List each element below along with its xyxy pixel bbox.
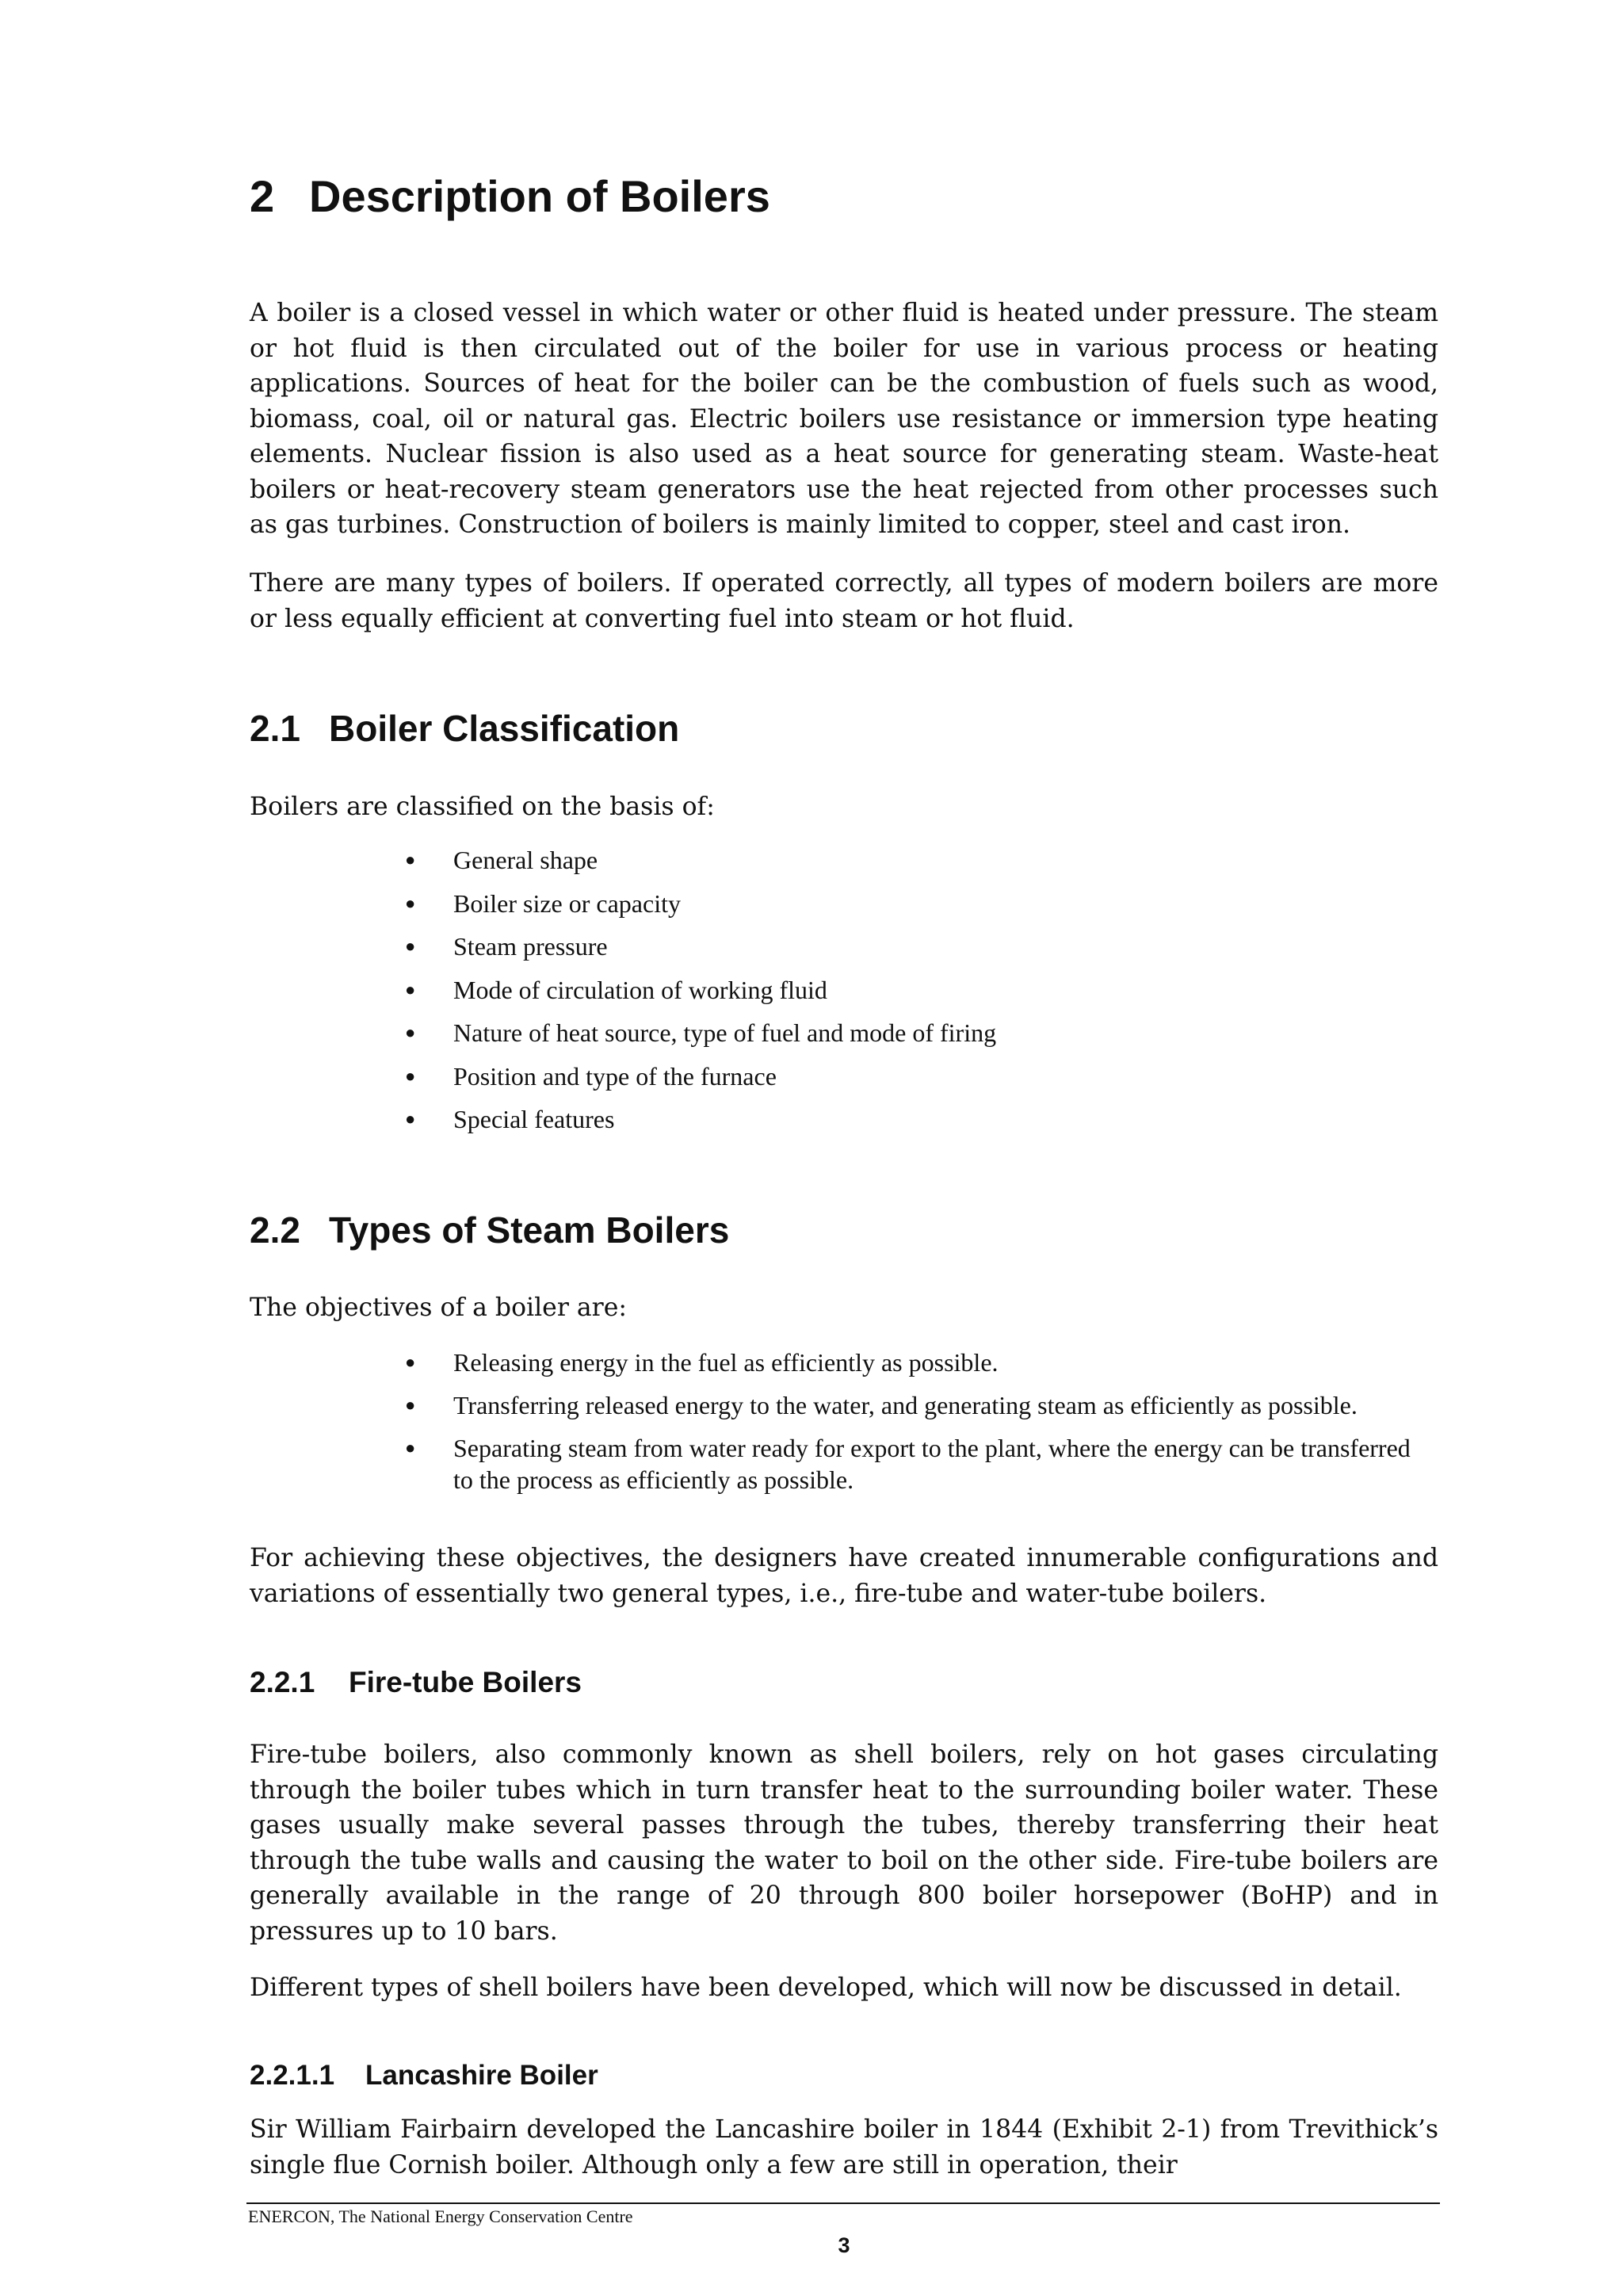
list-item bbox=[400, 974, 1423, 1006]
bullet-icon: ● bbox=[405, 892, 416, 913]
paragraph-classified bbox=[250, 789, 1438, 825]
section-heading-2-2-1 bbox=[250, 1664, 1438, 1701]
list-item bbox=[400, 1389, 1423, 1421]
paragraph-shell-text: Different types of shell boilers have been developed, which will now be discussed in detail. bbox=[250, 1973, 1402, 2002]
list-item bbox=[400, 1347, 1423, 1378]
footer-rule bbox=[246, 2202, 1440, 2204]
list-item-text: Special features bbox=[453, 1105, 615, 1133]
paragraph-intro-text: A boiler is a closed vessel in which water or other fluid is heated under pressure. The steam or hot fluid is then circulated out of the boiler for use in various process or heating applications. Sources of heat for the boiler can be the combustion of fuels such as wood, biomass, coal, oil or natural gas. Electric boilers use resistance or immersion type heating elements. Nuclear fission is also used as a heat source for generating steam. Waste-heat boilers or heat-recovery steam generators use the heat rejected from other processes such as gas turbines. Construction of boilers is mainly limited to copper, steel and cast iron. bbox=[250, 299, 1438, 539]
bullet-icon: ● bbox=[405, 979, 416, 999]
list-item-text: Boiler size or capacity bbox=[453, 888, 681, 918]
section-heading-2-2 bbox=[250, 1207, 1438, 1253]
bullet-icon: ● bbox=[405, 1438, 416, 1457]
list-item-text: General shape bbox=[453, 846, 598, 874]
section-number: 2.2 bbox=[250, 1209, 300, 1251]
list-item-text: Steam pressure bbox=[453, 932, 608, 961]
list-item-text: Mode of circulation of working fluid bbox=[453, 975, 827, 1004]
classification-list bbox=[400, 844, 1423, 1147]
section-title: Boiler Classification bbox=[329, 708, 680, 749]
section-number: 2.1 bbox=[250, 708, 300, 749]
bullet-icon: ● bbox=[405, 1395, 416, 1415]
bullet-icon: ● bbox=[405, 1352, 416, 1372]
paragraph-objectives bbox=[250, 1290, 1438, 1326]
section-number: 2 bbox=[250, 171, 275, 221]
paragraph-achieving bbox=[250, 1541, 1438, 1611]
list-item-text: Releasing energy in the fuel as efficiently as possible. bbox=[453, 1348, 999, 1377]
section-title: Types of Steam Boilers bbox=[329, 1209, 730, 1251]
section-title: Fire-tube Boilers bbox=[349, 1666, 582, 1698]
list-item bbox=[400, 930, 1423, 962]
footer-org: ENERCON, The National Energy Conservation Centre bbox=[248, 2206, 633, 2226]
objectives-list bbox=[400, 1347, 1423, 1507]
bullet-icon: ● bbox=[405, 936, 416, 956]
bullet-icon: ● bbox=[405, 1022, 416, 1042]
paragraph-types bbox=[250, 566, 1438, 636]
paragraph-objectives-text: The objectives of a boiler are: bbox=[250, 1293, 627, 1322]
bullet-icon: ● bbox=[405, 850, 416, 869]
list-item-text: Position and type of the furnace bbox=[453, 1061, 777, 1091]
paragraph-shell bbox=[250, 1970, 1438, 2006]
paragraph-types-text: There are many types of boilers. If operated correctly, all types of modern boilers are more or less equally efficient at converting fuel into steam or hot fluid. bbox=[250, 569, 1438, 633]
page-number: 3 bbox=[838, 2233, 850, 2257]
list-item bbox=[400, 844, 1423, 876]
list-item bbox=[400, 888, 1423, 919]
bullet-icon: ● bbox=[405, 1065, 416, 1086]
list-item-text: Separating steam from water ready for export to the plant, where the energy can be transferred to the process as efficiently as possible. bbox=[453, 1434, 1411, 1494]
paragraph-classified-text: Boilers are classified on the basis of: bbox=[250, 793, 715, 821]
paragraph-lancashire-text: Sir William Fairbairn developed the Lancashire boiler in 1844 (Exhibit 2-1) from Trevithick’s single flue Cornish boiler. Although only a few are still in operation, their bbox=[250, 2115, 1438, 2179]
section-number: 2.2.1.1 bbox=[250, 2060, 335, 2091]
paragraph-intro bbox=[250, 296, 1438, 543]
list-item bbox=[400, 1060, 1423, 1092]
section-number: 2.2.1 bbox=[250, 1666, 315, 1698]
paragraph-firetube bbox=[250, 1737, 1438, 1949]
section-heading-2-1 bbox=[250, 705, 1438, 751]
section-title: Lancashire Boiler bbox=[365, 2060, 598, 2091]
list-item-text: Transferring released energy to the water, and generating steam as efficiently as possible. bbox=[453, 1391, 1358, 1419]
list-item bbox=[400, 1103, 1423, 1135]
paragraph-achieving-text: For achieving these objectives, the designers have created innumerable configurations and variations of essentially two general types, i.e., fire-tube and water-tube boilers. bbox=[250, 1544, 1438, 1608]
section-title: Description of Boilers bbox=[309, 171, 770, 221]
paragraph-firetube-text: Fire-tube boilers, also commonly known as shell boilers, rely on hot gases circulating through the boiler tubes which in turn transfer heat to the surrounding boiler water. These gases usually make several passes through the tubes, thereby transferring their heat through the tube walls and causing the water to boil on the other side. Fire-tube boilers are generally available in the range of 20 through 800 boiler horsepower (BoHP) and in pressures up to 10 bars. bbox=[250, 1740, 1438, 1946]
paragraph-lancashire bbox=[250, 2112, 1438, 2183]
section-heading-2-2-1-1 bbox=[250, 2058, 1438, 2093]
list-item-text: Nature of heat source, type of fuel and mode of firing bbox=[453, 1018, 997, 1047]
bullet-icon: ● bbox=[405, 1109, 416, 1129]
list-item bbox=[400, 1432, 1423, 1496]
section-heading-2 bbox=[250, 169, 1438, 224]
list-item bbox=[400, 1017, 1423, 1049]
